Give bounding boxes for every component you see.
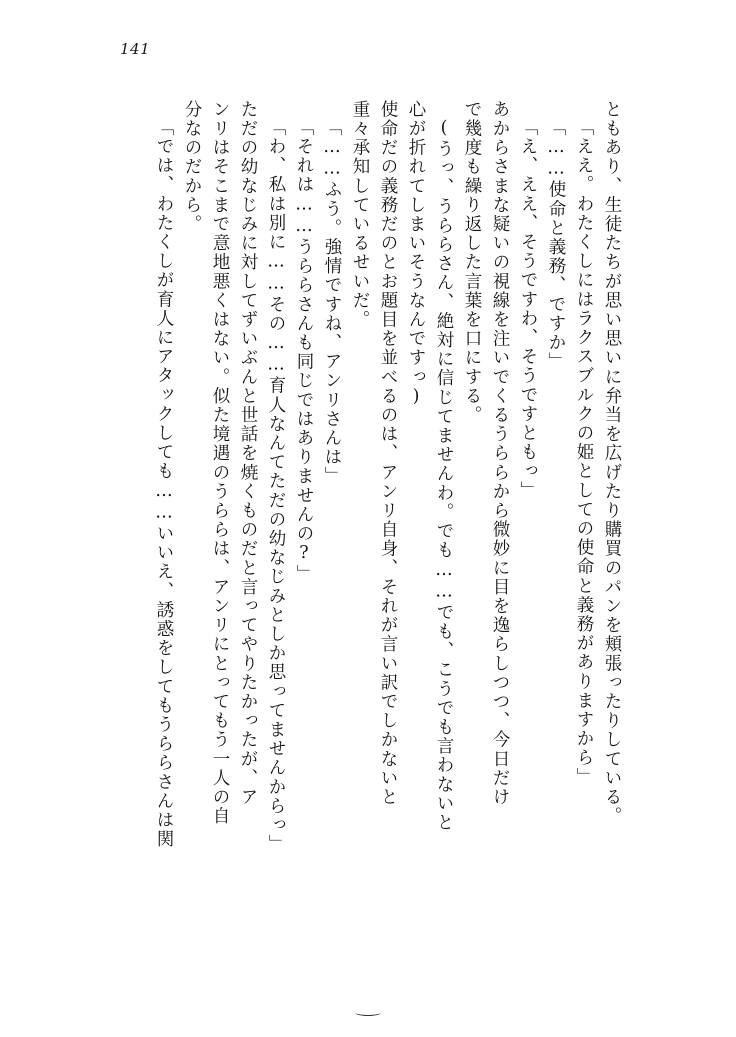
text-line: 「わ、私は別に……その……育人なんてただの幼なじみとしか思ってませんからっ」: [266, 118, 286, 854]
text-line: で幾度も繰り返した言葉を口にする。: [462, 100, 482, 425]
curve-ornament-icon: [355, 1009, 381, 1016]
text-line: あからさまな疑いの視線を注いでくるうららから微妙に目を逸らしつつ、今日だけ: [490, 100, 510, 807]
text-line: ンリはそこまで意地悪くはない。似た境遇のうららは、アンリにとってもう一人の自: [210, 100, 230, 826]
text-line: ともあり、生徒たちが思い思いに弁当を広げたり購買のパンを頬張ったりしている。: [602, 100, 622, 826]
body-text-block: [60, 100, 620, 970]
text-line: 「……使命と義務、ですか」: [546, 118, 566, 372]
footer-ornament: [355, 1009, 381, 1015]
text-line: (うっ、うららさん、絶対に信じてませんわ。でも……でも、こうでも言わないと: [434, 118, 454, 833]
text-line: 心が折れてしまいそうなんですっ): [406, 100, 426, 409]
text-line: 「では、わたくしが育人にアタックしても……いいえ、誘惑をしてもうららさんは関: [154, 118, 174, 849]
text-line: 「え、ええ、そうですわ、そうですともっ」: [518, 118, 538, 500]
page-number: 141: [120, 40, 151, 58]
text-line: 「ええ。わたくしにはラクスブルクの姫としての使命と義務がありますから」: [574, 118, 594, 787]
text-line: 使命だの義務だのとお題目を並べるのは、アンリ自身、それが言い訳でしかないと: [378, 100, 398, 807]
text-line: 分なのだから。: [182, 100, 202, 234]
text-line: ただの幼なじみに対してずいぶんと世話を焼くものだと言ってやりたかったが、ア: [238, 100, 258, 807]
text-line: 「それは……うららさんも同じではありませんの?」: [294, 118, 314, 584]
text-line: 「……ふう。強情ですね、アンリさんは」: [322, 118, 342, 486]
text-line: 重々承知しているせいだ。: [350, 100, 370, 330]
